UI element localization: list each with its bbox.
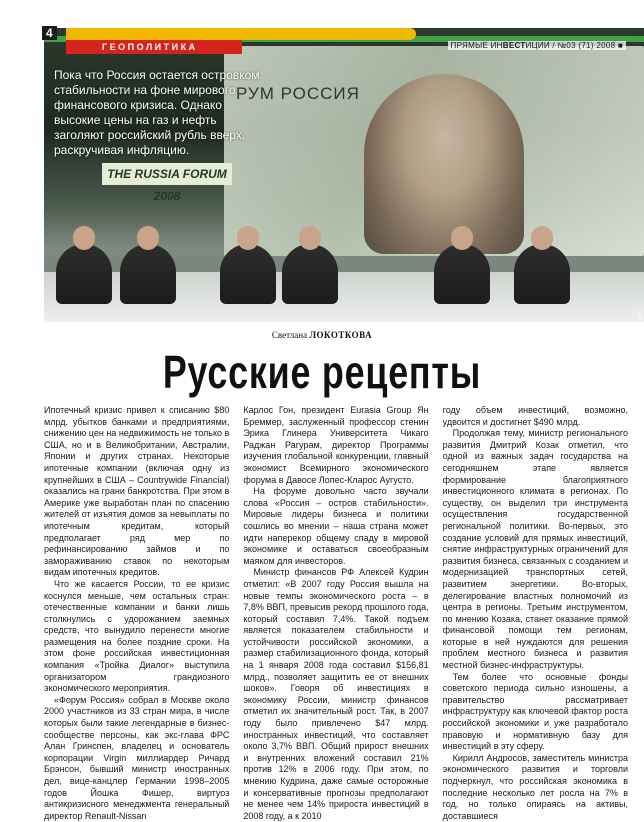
author-first-name: Светлана <box>271 330 310 340</box>
panelist <box>56 244 112 304</box>
panelist <box>282 244 338 304</box>
paragraph: Тем более что основные фонды советского периода сильно изношены, а правительство рассматривает инфраструктуру как ключевой фактор роста российской экономики и уже разработало правовую и нормативную базу для инвестиций в эту сферу. <box>442 671 628 752</box>
photo-credit: AFP <box>636 310 642 320</box>
paragraph: Продолжая тему, министр регионального развития Дмитрий Козак отметил, что одной из важных задач государства на сегодняшнем этапе является формирование благоприятного инвестиционного климата в регионах. По существу, он выделил три инструмента осуществления государственной региональной политики. Во-первых, это создание условий для прямых инвестиций, снятие инфраструктурных ограничений для развития бизнеса, связанных с созданием и модернизацией транспортных сетей, развитием энергетики. Во-вторых, делегирование властных полномочий из центра в регионы. Третьим инструментом, по мнению Козака, станет оказание прямой финансовой помощи тем регионам, которые в ней нуждаются для решения проблем местного бизнеса и развития местной бизнес-инфраструктуры. <box>442 428 628 671</box>
issue-suffix: ИЦИИ / №03 (71) 2008 ■ <box>525 41 623 50</box>
page-number: 4 <box>42 26 57 40</box>
paragraph: Ипотечный кризис привел к списанию $80 млрд. убытков банками и предприятиями, снижению цен на недвижимость не только в США, но и в Великобритании, Австралии, Японии и других странах. Некоторые ипотечные компании (включая одну из крупнейших в США – Countrywide Financial) оказались на грани банкротства. При этом в Америке уже выработан план по спасению жителей от изъятия домов за невыплаты по ипотечным кредитам, который предполагает ряд мер по рефинансированию займов и по замораживанию ставок по некоторым видам ипотечных кредитов. <box>44 405 230 578</box>
article-photo <box>44 28 644 322</box>
background-screen <box>224 46 644 256</box>
issue-bold: ВЕСТ <box>502 41 526 50</box>
rubric-label: ГЕОПОЛИТИКА <box>66 40 242 54</box>
screen-text: РУМ РОССИЯ <box>236 84 360 103</box>
panelist <box>120 244 176 304</box>
column-2 <box>243 405 429 821</box>
paragraph: Что же касается России, то ее кризис коснулся меньше, чем остальных стран: отечественные компании и банки лишь столкнулись с удорожанием заемных средств, что вынудило перенести многие размещения на более поздние сроки. На этом фоне российская инвестиционная компания «Тройка Диалог» выступила организатором грандиозного экономического мероприятия. <box>44 578 230 694</box>
panelist <box>434 244 490 304</box>
panelist <box>220 244 276 304</box>
photo-caption: Пока что Россия остается островком стабильности на фоне мирового финансового кризиса. Однако высокие цены на газ и нефть заголяют российский рубль вверх, раскручивая инфляцию. <box>54 68 260 157</box>
column-1 <box>44 405 230 821</box>
paragraph: На форуме довольно часто звучали слова «Россия – остров стабильности». Мировые лидеры бизнеса и политики сошлись во мнении – наша страна может идти наперекор общему спаду в мировой экономике и оставаться своеобразным маяком для инвесторов. <box>243 486 429 566</box>
panelist <box>514 244 570 304</box>
paragraph: году объем инвестиций, возможно, удвоится и достигнет $490 млрд. <box>442 405 628 427</box>
paragraph: Министр финансов РФ Алексей Кудрин отметил: «В 2007 году Россия вышла на новые темпы экономического роста – в 7,8% ВВП, превысив рекорд прошлого года, который составил 7,4%. Такой подъем является показателем стабильности и устойчивости российской экономики, а размер стабилизационного фонда, который на 1 января 2008 года составил $156,81 млрд., позволяет защитить ее от внешних шоков». Говоря об инвестициях в экономику России, министр финансов отметил их значительный рост. Так, в 2007 году было привлечено $47 млрд. иностранных инвестиций, что составляет около 3,7% ВВП. Общий прирост внешних и внутренних вложений составил 21% против 12% в 2006 году. При этом, по мнению Кудрина, даже самые осторожные и консервативные прогнозы предполагают не менее чем 14% прироста инвестиций в 2008 году, а к 2010 <box>243 567 429 821</box>
paragraph: «Форум Россия» собрал в Москве около 2000 участников из 33 стран мира, в числе которых были такие легендарные в бизнес-сообществе персоны, как экс-глава ФРС Алан Гринспен, владелец и основатель корпорации Virgin миллиардер Ричард Брэнсон, бывший министр иностранных дел, вице-канцлер Германии 1998–2005 годов Йошка Фишер, виртуоз антикризисного менеджмента генеральный директор Renault-Nissan <box>44 694 230 821</box>
article-body <box>44 405 628 821</box>
issue-prefix: ПРЯМЫЕ ИН <box>450 41 503 50</box>
rubric-accent-bar <box>66 28 416 40</box>
author-last-name: ЛОКОТКОВА <box>309 330 373 340</box>
column-3 <box>442 405 628 821</box>
paragraph: Карлос Гон, президент Eurasia Group Ян Бреммер, заслуженный профессор стенин Эрика Глинера Университета Чикаго Раджан Рагурам, директор Программы изучения глобальной конкуренции, главный экономист Всемирного экономического форума в Давосе Лопес-Кларос Аугусто. <box>243 405 429 485</box>
paragraph: Кирилл Андросов, заместитель министра экономического развития и торговли подчеркнул, что российская экономика в последние несколько лет росла на 7% в год, но только опираясь на активы, доставшиеся <box>442 752 628 821</box>
speaker-portrait <box>364 74 524 254</box>
article-title: Русские рецепты <box>162 346 482 398</box>
author-byline <box>0 330 644 340</box>
issue-info <box>448 41 626 50</box>
forum-banner: THE RUSSIA FORUM 2008 <box>102 163 232 185</box>
